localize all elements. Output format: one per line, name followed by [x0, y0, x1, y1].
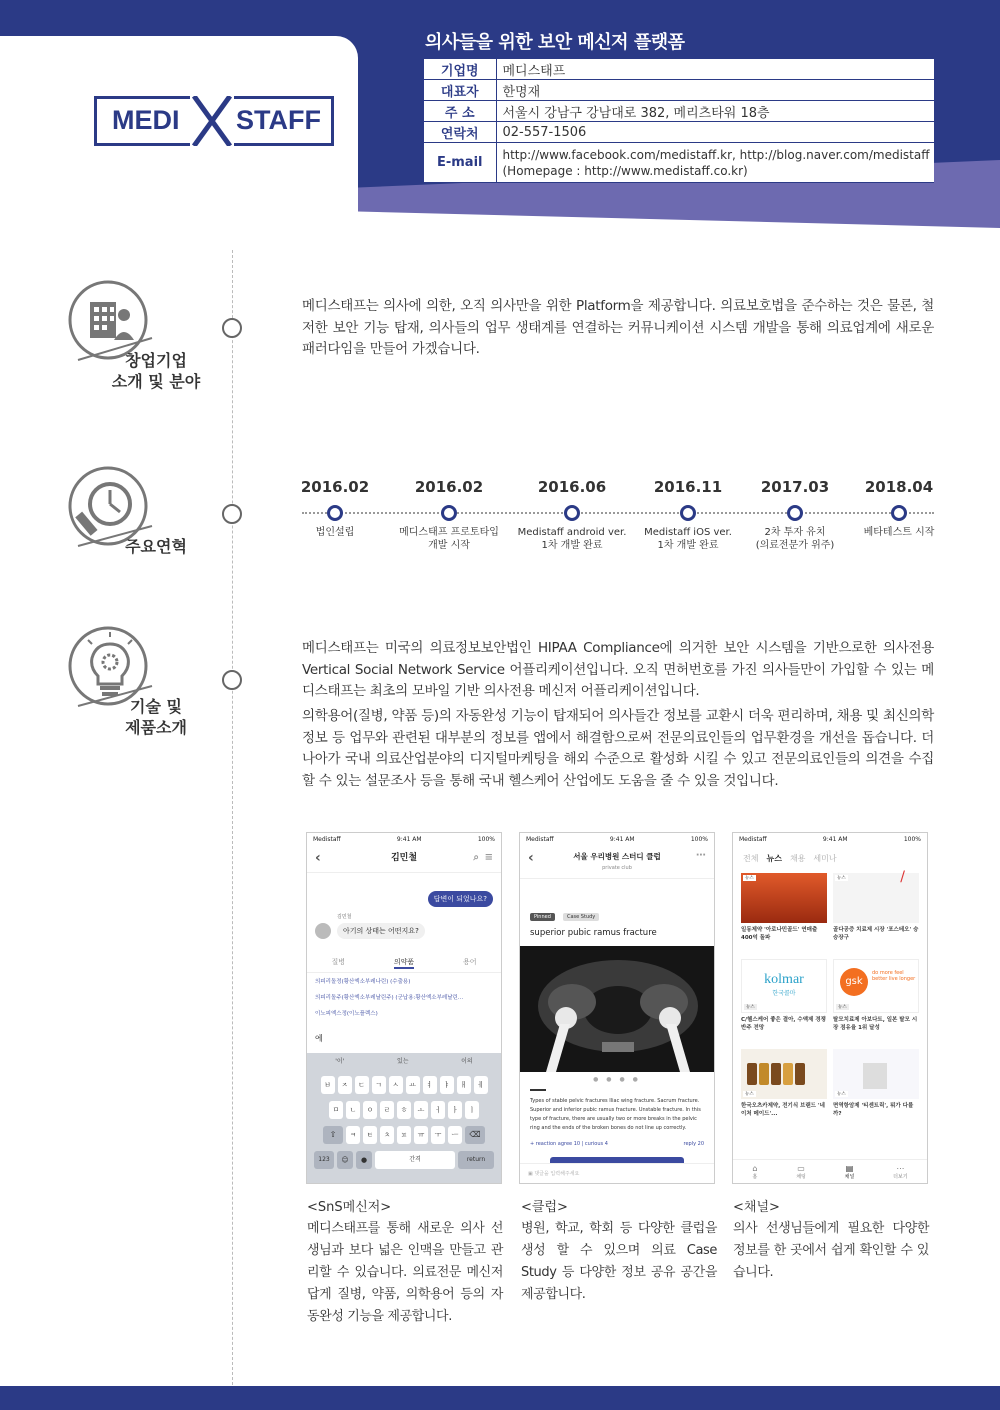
chat-bubble-right: 답변이 되었나요? — [428, 891, 493, 907]
timeline-dot — [441, 505, 457, 521]
history-timeline — [302, 478, 934, 558]
timeline-desc: 메디스태프 프로토타입 개발 시작 — [399, 527, 499, 551]
timeline-desc: 베타테스트 시작 — [863, 527, 935, 538]
logo-text-medi: MEDI — [112, 105, 180, 135]
keyboard-key[interactable]: ㄴ — [346, 1101, 360, 1119]
battery: 100% — [477, 836, 495, 843]
gsk-logo: gsk — [840, 968, 868, 996]
news-card[interactable] — [741, 873, 827, 955]
channel-tabs — [733, 847, 927, 873]
tab-seminar[interactable]: 세미나 — [813, 854, 837, 863]
card-badge: 뉴스 — [837, 1092, 846, 1097]
home-icon: ⌂ — [752, 1163, 758, 1173]
space-key[interactable]: 간격 — [375, 1151, 455, 1169]
keyboard-key[interactable]: ㅗ — [414, 1101, 428, 1119]
timeline-desc: Medistaff iOS ver. 1차 개발 완료 — [644, 527, 732, 551]
section-label-history: 주요연혁 — [125, 537, 187, 556]
club-header — [520, 847, 714, 879]
emoji-key[interactable]: ☺ — [337, 1151, 353, 1169]
keyboard-key[interactable]: ㅊ — [380, 1126, 394, 1144]
more-icon: ⋯ — [896, 1163, 905, 1173]
timeline-desc: Medistaff android ver. 1차 개발 완료 — [517, 527, 627, 551]
caption-title-channel: <채널> — [733, 1200, 780, 1215]
chat-bubble-left: 아기의 상태는 어떤지요? — [337, 923, 425, 939]
keyboard-row — [309, 1076, 499, 1094]
info-key: 대표자 — [424, 80, 496, 101]
logo-card — [0, 36, 358, 260]
timeline-desc: 2차 투자 유치 (의료전문가 위주) — [755, 527, 835, 551]
card-badge: 뉴스 — [746, 1005, 755, 1010]
keyboard-key[interactable]: ㄹ — [380, 1101, 394, 1119]
section-label-line: 소개 및 분야 — [111, 372, 201, 391]
suggestion-item[interactable]: 의피리돌정(황산엑소부레나린) (수출용) — [315, 979, 411, 985]
comment-placeholder: 댓글을 입력해주세요 — [534, 1171, 580, 1177]
status-bar — [520, 833, 714, 847]
status-bar — [307, 833, 501, 847]
timeline-item — [394, 478, 504, 552]
info-value: 02-557-1506 — [496, 122, 934, 143]
timeline-item — [844, 478, 954, 539]
intro-paragraph: 메디스태프는 의사에 의한, 오직 의사만을 위한 Platform을 제공합니다. 의료보호법을 준수하는 것은 물론, 철저한 보안 기능 탑재, 의사들의 업무 생태계를 연결하는 커뮤니케이션 시스템 개발을 통해 의료업계에 새로운 패러다임을 만들어 가겠습니다. — [302, 298, 934, 357]
prediction[interactable]: 이의 — [461, 1058, 473, 1065]
timeline-date: 2016.02 — [300, 478, 370, 496]
keyboard-key[interactable]: ㅁ — [329, 1101, 343, 1119]
news-card[interactable] — [741, 959, 827, 1045]
tech-paragraph-1: 메디스태프는 미국의 의료정보보안법인 HIPAA Compliance에 의거한 보안 시스템을 기반으로한 의사전용 Vertical Social Network Service 어플리케이션입니다. 오직 면허번호를 가진 의사들만이 가입할 수 있는 메디스태프는 최초의 모바일 기반 의사전용 메신저 어플리케이션입니다. — [302, 640, 934, 699]
keyboard-key[interactable]: ㅕ — [423, 1076, 437, 1094]
keyboard-key[interactable]: ㅡ — [448, 1126, 462, 1144]
keyboard-key[interactable]: ㅣ — [465, 1101, 479, 1119]
tab-term[interactable]: 용어 — [463, 958, 477, 966]
camera-icon[interactable]: ▣ — [528, 1171, 533, 1177]
info-row — [424, 59, 934, 80]
timeline-date: 2016.02 — [414, 478, 484, 496]
battery: 100% — [690, 836, 708, 843]
timeline-desc: 법인설립 — [315, 527, 355, 538]
timeline-item — [740, 478, 850, 552]
card-title: 한국오츠카제약, 전기식 브랜드 '네이처 메이드'... — [741, 1103, 825, 1117]
club-subtitle: private club — [602, 865, 632, 871]
suggestion-item[interactable]: 의피리돌주(황산엑소부레날린주) (군납용:황산엑소부레날린... — [315, 995, 464, 1001]
timeline-dot — [787, 505, 803, 521]
medistaff-logo — [94, 96, 334, 146]
accent-mark-icon: / — [900, 869, 905, 885]
caption-body-channel: 의사 선생님들에게 필요한 다양한 정보를 한 곳에서 쉽게 확인할 수 있습니다. — [733, 1221, 929, 1280]
image-pager[interactable]: ● ● ● ● — [593, 1076, 641, 1083]
caption-body-sns: 메디스태프를 통해 새로운 의사 선생님과 보다 넓은 인맥을 만들고 관리할 수 있습니다. 의료전문 메신저답게 질병, 약품, 의학용어 등의 자동완성 기능을 제공합니다. — [307, 1221, 503, 1324]
timeline-dot — [680, 505, 696, 521]
company-title: 의사들을 위한 보안 메신저 플랫폼 — [425, 32, 685, 53]
caption-body-club: 병원, 학교, 학회 등 다양한 클럽을 생성 할 수 있으며 의료 Case Study 등 다양한 정보 공유 공간을 제공합니다. — [521, 1221, 717, 1302]
battery: 100% — [903, 836, 921, 843]
channel-icon: ▤ — [845, 1163, 854, 1173]
more-icon[interactable]: ⋯ — [696, 850, 706, 861]
gsk-tagline: do more feel better live longer — [872, 970, 916, 982]
keyboard-row — [309, 1101, 499, 1119]
clock: 9:41 AM — [396, 836, 422, 843]
kolmar-logo: kolmar — [764, 972, 804, 987]
section-label-line: 기술 및 — [130, 697, 182, 716]
prediction[interactable]: '이' — [335, 1058, 345, 1065]
card-badge: 뉴스 — [745, 876, 754, 881]
card-badge: 뉴스 — [837, 876, 846, 881]
info-row — [424, 80, 934, 101]
keyboard-key[interactable]: ㅎ — [397, 1101, 411, 1119]
pinned-tag: Pinned — [530, 913, 555, 921]
card-badge: 뉴스 — [745, 1092, 754, 1097]
facebook-blog-links[interactable]: http://www.facebook.com/medistaff.kr, http://blog.naver.com/medistaff — [502, 147, 930, 162]
card-title: 탈모치료제 아보다트, 일본 탈모 시장 점유율 1위 달성 — [833, 1017, 918, 1031]
comment-input[interactable] — [520, 1163, 714, 1183]
news-card[interactable] — [833, 1049, 919, 1131]
keyboard-key[interactable]: ㅈ — [338, 1076, 352, 1094]
keyboard-key[interactable]: ㅛ — [406, 1076, 420, 1094]
timeline-date: 2016.06 — [537, 478, 607, 496]
timeline-item — [633, 478, 743, 552]
info-row-email — [424, 143, 934, 183]
chat-icon: ▭ — [797, 1163, 805, 1173]
sender-name: 김민철 — [337, 914, 352, 920]
chat-title: 김민철 — [390, 853, 418, 863]
caption-title-club: <클럽> — [521, 1200, 568, 1215]
tab-medicine[interactable]: 의약품 — [394, 957, 414, 969]
tab-disease[interactable]: 질병 — [331, 958, 345, 966]
logo-text-staff: STAFF — [236, 105, 321, 135]
news-card[interactable] — [833, 869, 919, 955]
tab-jobs[interactable]: 채용 — [789, 854, 806, 863]
sns-messenger-screenshot — [306, 832, 502, 1184]
reaction-bar[interactable]: + reaction agree 10 | curious 4 — [530, 1141, 608, 1147]
info-value: 메디스태프 — [496, 59, 934, 80]
carrier: Medistaff — [313, 836, 341, 843]
chat-header — [307, 847, 501, 873]
company-info-table — [424, 58, 934, 183]
backspace-key[interactable]: ⌫ — [465, 1126, 485, 1144]
club-screenshot — [519, 832, 715, 1184]
keyboard-key[interactable]: ㅔ — [474, 1076, 488, 1094]
tab-all[interactable]: 전체 — [743, 854, 759, 863]
info-key: E-mail — [424, 143, 496, 183]
info-key: 기업명 — [424, 59, 496, 80]
info-value: 서울시 강남구 강남대로 382, 메리츠타워 18층 — [496, 101, 934, 122]
timeline-dot — [891, 505, 907, 521]
timeline-item — [517, 478, 627, 552]
post-title: superior pubic ramus fracture — [530, 928, 657, 938]
info-key: 연락처 — [424, 122, 496, 143]
clock: 9:41 AM — [822, 836, 848, 843]
back-chevron-icon[interactable]: ‹ — [315, 850, 321, 866]
keyboard-key[interactable]: ㅑ — [440, 1076, 454, 1094]
footer-bar — [0, 1386, 1000, 1410]
section-label-line: 제품소개 — [125, 718, 187, 737]
section-label-line: 창업기업 — [125, 351, 187, 370]
case-study-tag: Case Study — [563, 913, 599, 921]
carrier: Medistaff — [526, 836, 554, 843]
carrier: Medistaff — [739, 836, 767, 843]
shift-key[interactable]: ⇧ — [323, 1126, 343, 1144]
section-node — [222, 504, 242, 524]
timeline-item — [280, 478, 390, 539]
return-key[interactable]: return — [458, 1151, 494, 1169]
post-body: Types of stable pelvic fractures Iliac wing fracture. Sacrum fracture. Superior and inferior pubic ramus fracture. Unstable fracture. In this type of fracture, there are usually two or more breaks in the pelvic ring and the ends of the broken bones do not line up correctly. — [530, 1098, 701, 1131]
keyboard-key[interactable]: ㄱ — [372, 1076, 386, 1094]
search-icon[interactable]: ⌕ — [473, 852, 479, 863]
mic-key[interactable]: ● — [356, 1151, 372, 1169]
keyboard — [307, 1053, 501, 1183]
homepage-link[interactable]: (Homepage : http://www.medistaff.co.kr) — [502, 163, 748, 178]
card-title: 일동제약 '아로나민골드' 연매출 400억 돌파 — [741, 927, 818, 941]
keyboard-key[interactable]: ㅅ — [389, 1076, 403, 1094]
channel-screenshot — [732, 832, 928, 1184]
info-row — [424, 101, 934, 122]
reply-count[interactable]: reply 20 — [683, 1141, 704, 1147]
keyboard-key[interactable]: ㅏ — [448, 1101, 462, 1119]
menu-icon[interactable]: ≡ — [484, 852, 493, 863]
card-title: C/헬스케어 좋은 결아, 수액제 경쟁반주 전망 — [741, 1017, 826, 1031]
tab-news[interactable]: 뉴스 — [766, 854, 782, 863]
section-node — [222, 318, 242, 338]
card-title: 골다공증 치료제 시장 '포스테오' 승승장구 — [833, 927, 919, 941]
keyboard-key[interactable]: ㅠ — [414, 1126, 428, 1144]
keyboard-row — [309, 1151, 499, 1169]
keyboard-key[interactable]: ㅜ — [431, 1126, 445, 1144]
info-row — [424, 122, 934, 143]
card-badge: 뉴스 — [838, 1005, 847, 1010]
timeline-date: 2016.11 — [653, 478, 723, 496]
news-card[interactable] — [833, 959, 919, 1045]
status-bar — [733, 833, 927, 847]
club-title: 서울 우리병원 스터디 클럽 — [573, 852, 661, 861]
keyboard-key[interactable]: ㅐ — [457, 1076, 471, 1094]
nav-home[interactable]: ⌂ 홈 — [752, 1163, 758, 1180]
caption-title-sns: <SnS메신저> — [307, 1200, 392, 1215]
kolmar-sub: 한국콜마 — [772, 990, 796, 997]
news-card[interactable] — [741, 1049, 827, 1131]
tech-paragraph-2: 의학용어(질병, 약품 등)의 자동완성 기능이 탑재되어 의사들간 정보를 교환시 더욱 편리하며, 채용 및 최신의학정보 등 업무와 관련된 대부분의 정보를 앱에서 해결함으로써 전문의료인들의 업무환경을 개선을 돕습니다. 더 나아가 국내 의료산업분야의 디지털마케팅을 해외 수준으로 활성화 시킬 수 있고 전문의료인들의 의견을 수집할 수 있는 설문조사 등을 통해 국내 헬스케어 산업에도 도움을 줄 수 있을 것입니다. — [302, 708, 934, 789]
timeline-date: 2017.03 — [760, 478, 830, 496]
info-value: 한명재 — [496, 80, 934, 101]
keyboard-key[interactable]: ㅂ — [321, 1076, 335, 1094]
xray-image — [520, 946, 714, 1072]
number-key[interactable]: 123 — [314, 1151, 334, 1169]
suggestion-item[interactable]: 이노피엑스정(이노플렉스) — [315, 1011, 378, 1017]
keyboard-key[interactable]: ㄷ — [355, 1076, 369, 1094]
keyboard-key[interactable]: ㅌ — [363, 1126, 377, 1144]
info-key: 주 소 — [424, 101, 496, 122]
message-input[interactable]: 에 — [315, 1034, 323, 1043]
keyboard-key[interactable]: ㅍ — [397, 1126, 411, 1144]
section-node — [222, 670, 242, 690]
nav-more[interactable]: ⋯ 더보기 — [893, 1163, 908, 1180]
timeline-dot — [327, 505, 343, 521]
keyboard-key[interactable]: ㅓ — [431, 1101, 445, 1119]
keyboard-row — [309, 1126, 499, 1144]
prediction[interactable]: 있는 — [396, 1058, 409, 1065]
avatar — [315, 923, 331, 939]
card-title: 면역항암제 '티센트릭', 뭐가 다를까? — [833, 1103, 914, 1117]
keyboard-key[interactable]: ㅋ — [346, 1126, 360, 1144]
back-chevron-icon[interactable]: ‹ — [528, 850, 534, 866]
predictive-bar — [309, 1056, 499, 1070]
section-divider-line — [232, 250, 233, 1385]
section-label-intro — [96, 350, 216, 392]
keyboard-key[interactable]: ㅇ — [363, 1101, 377, 1119]
timeline-dot — [564, 505, 580, 521]
clock: 9:41 AM — [609, 836, 635, 843]
section-label-tech — [96, 696, 216, 738]
nav-channel[interactable]: ▤ 채널 — [844, 1163, 855, 1180]
timeline-date: 2018.04 — [864, 478, 934, 496]
bottom-nav — [733, 1159, 927, 1183]
autocomplete-tabs — [307, 957, 501, 973]
info-value-email — [496, 143, 934, 183]
nav-chat[interactable]: ▭ 채팅 — [796, 1163, 806, 1180]
